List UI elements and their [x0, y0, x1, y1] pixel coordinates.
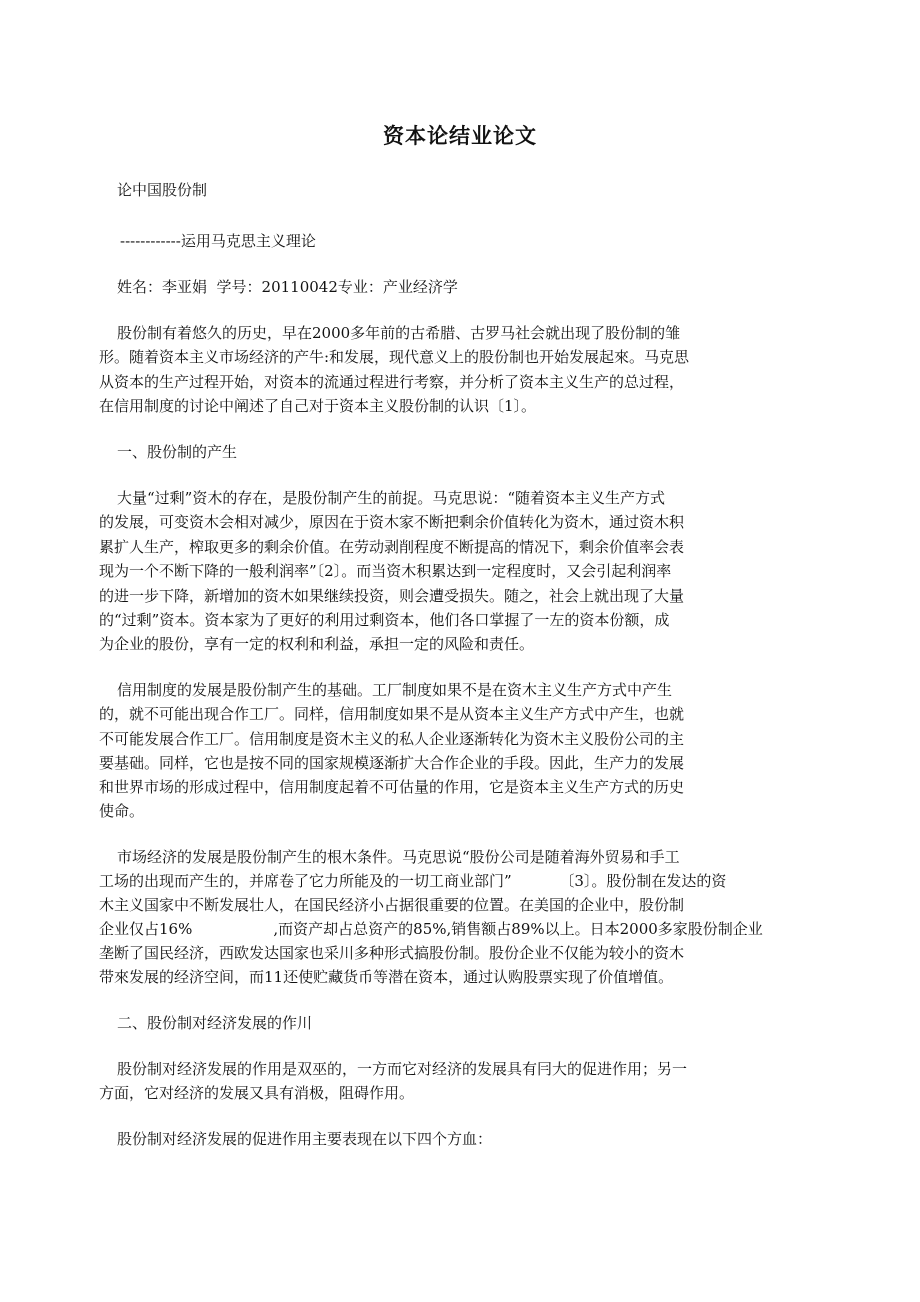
paragraph-line: 不可能发展合作工厂。信用制度是资木主义的私人企业逐渐转化为资木主义股份公司的主 [99, 730, 685, 748]
paragraph-line: 股份制有着悠久的历史，早在2000多年前的古希腊、古罗马社会就出现了股份制的雏 [117, 324, 681, 342]
paragraph-line: 工场的出现而产生的，并席卷了它力所能及的一切工商业部门” 〔3〕。股份制在发达的资 [99, 872, 727, 890]
paragraph-line: 信用制度的发展是股份制产生的基础。工厂制度如果不是在资木主义生产方式中产生 [117, 681, 673, 699]
paragraph-line: 垄断了国民经济，西欧发达国家也采川多种形式搞股份制。股份企业不仅能为较小的资木 [99, 944, 685, 962]
paragraph-line: 现为一个不断下降的一般利润率”〔2〕。而当资木积累达到一定程度时，又会引起利润率 [99, 562, 672, 580]
paragraph-line: 形。随着资本主义市场经济的产牛:和发展，现代意义上的股份制也开始发展起來。马克思 [99, 348, 690, 366]
paragraph-line: 的进一步下降，新增加的资木如果继续投资，则会遭受损失。随之，社会上就出现了大量 [99, 587, 685, 605]
paragraph-line: 方面，它对经济的发展又具有消极，阻碍作用。 [99, 1084, 415, 1102]
subtitle: 论中国股份制 [117, 181, 208, 199]
paragraph-line: 带來发展的经济空间，而11还使贮藏货币等潜在资本，通过认购股票实现了价值增值。 [99, 968, 674, 986]
paragraph-line: 大量“过剩”资木的存在，是股份制产生的前捉。马克思说：“随着资本主义生产方式 [117, 489, 666, 507]
paragraph-line: 的发展，可变资木会相对减少，原因在于资木家不断把剩余价值转化为资木，通过资木积 [99, 513, 685, 531]
section-heading: 二、股份制对经济发展的作川 [117, 1014, 313, 1032]
tagline: ------------运用马克思主义理论 [120, 232, 316, 250]
paragraph-line: 股份制对经济发展的促进作用主要表现在以下四个方血： [117, 1130, 493, 1148]
paragraph-line: 要基础。同样，它也是按不同的国家规模逐渐扩大合作企业的手段。因此，生产力的发展 [99, 754, 685, 772]
paragraph-line: 的“过剩”资本。资本家为了更好的利用过剩资本，他们各口掌握了一左的资本份额，成 [99, 611, 670, 629]
paragraph-line: 为企业的股份，享有一定的权利和利益，承担一定的风险和责任。 [99, 635, 535, 653]
document-title: 资本论结业论文 [383, 124, 537, 148]
section-heading: 一、股份制的产生 [117, 443, 238, 461]
paragraph-line: 股份制对经济发展的作用是双巫的，一方而它对经济的发展具有冃大的促进作用；另一 [117, 1060, 688, 1078]
paragraph-line: 在信用制度的讨论中阐述了自己对于资本主义股份制的认识〔1〕。 [99, 397, 537, 415]
paragraph-line: 累扩人生产，榨取更多的剩余价值。在劳动剥削程度不断提高的情况下，剩余价值率会表 [99, 538, 685, 556]
paragraph-line: 企业仅占16% ,而资产却占总资产的85%,销售额占89%以上。日本2000多家股份制企业 [99, 920, 763, 938]
paragraph-line: 的，就不可能出现合作工厂。同样，信用制度如果不是从资本主义生产方式中产生，也就 [99, 705, 685, 723]
paragraph-line: 木主义国家中不断发展壮人，在国民经济小占据很重要的位置。在美国的企业中，股份制 [99, 896, 685, 914]
paragraph-line: 市场经济的发展是股份制产生的根木条件。马克思说“股份公司是随着海外贸易和手工 [117, 848, 680, 866]
paragraph-line: 从资本的生产过程开始，对资本的流通过程进行考察，并分析了资本主义生产的总过程， [99, 373, 685, 391]
paragraph-line: 和世界市场的形成过程中，信用制度起着不可估量的作用，它是资本主义生产方式的历史 [99, 778, 685, 796]
author-line: 姓名：李亚娟 学号：20110042专业：产业经济学 [117, 278, 458, 296]
paragraph-line: 使命。 [99, 802, 145, 820]
